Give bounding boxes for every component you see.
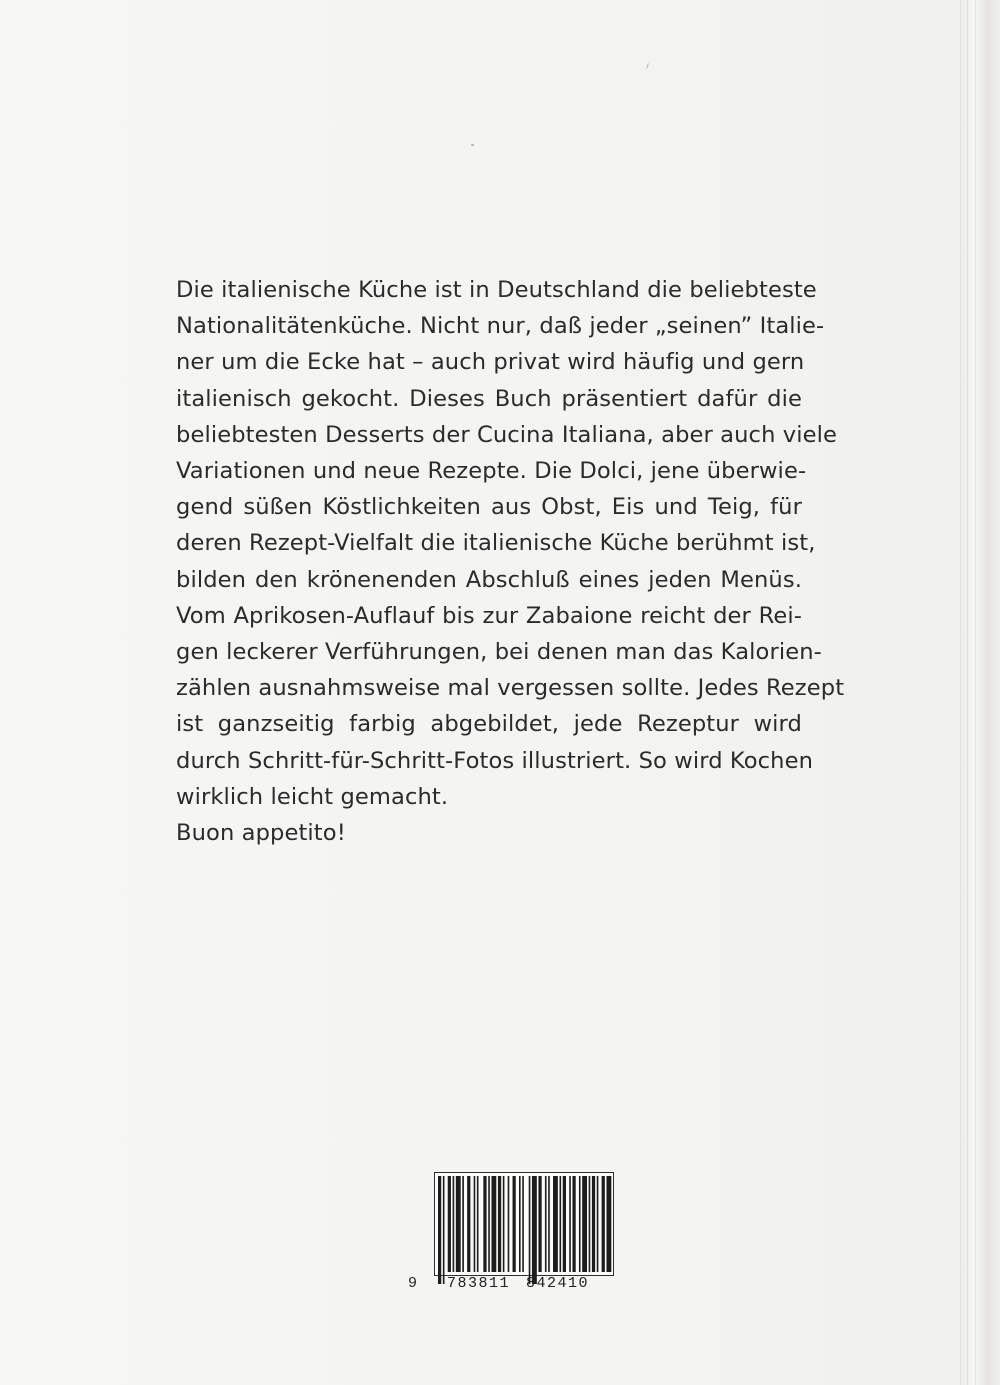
barcode-bar xyxy=(456,1176,461,1272)
blurb-line: gend süßen Köstlichkeiten aus Obst, Eis und Teig, für xyxy=(176,494,802,521)
barcode-bar xyxy=(498,1176,501,1272)
book-spine-edge xyxy=(960,0,1000,1385)
barcode-bar xyxy=(483,1176,486,1272)
blurb-line: Die italienische Küche ist in Deutschland die beliebteste xyxy=(176,277,817,303)
barcode-bar xyxy=(548,1176,550,1272)
blurb-line: zählen ausnahmsweise mal vergessen sollte. Jedes Rezept xyxy=(176,675,845,702)
blurb-line: ist ganzseitig farbig abgebildet, jede Rezeptur wird xyxy=(176,711,802,738)
barcode-bar xyxy=(443,1176,445,1284)
barcode-first-digit: 9 xyxy=(408,1275,418,1292)
barcode-bar xyxy=(569,1176,571,1272)
barcode-left-digits: 783811 xyxy=(447,1275,511,1292)
barcode-digits xyxy=(408,1275,614,1299)
barcode-bar xyxy=(529,1176,531,1284)
blurb-line: deren Rezept-Vielfalt die italienische Küche berühmt ist, xyxy=(176,530,816,557)
barcode-bar xyxy=(532,1176,537,1284)
blurb-line: ner um die Ecke hat – auch privat wird häufig und gern xyxy=(176,349,805,376)
barcode-bar xyxy=(606,1176,611,1272)
blurb-line: gen leckerer Verführungen, bei denen man das Kalorien- xyxy=(176,639,822,666)
barcode-bar xyxy=(508,1176,510,1272)
back-cover-blurb xyxy=(176,272,845,851)
barcode-bar xyxy=(589,1176,591,1272)
blurb-line: Vom Aprikosen-Auflauf bis zur Zabaione reicht der Rei- xyxy=(176,602,802,629)
barcode-bar xyxy=(572,1176,575,1272)
blurb-line: durch Schritt-für-Schritt-Fotos illustriert. So wird Kochen xyxy=(176,747,813,774)
barcode-bar xyxy=(560,1176,562,1272)
barcode-bar xyxy=(488,1176,490,1272)
spine-fold-line xyxy=(975,0,976,1385)
barcode-bar xyxy=(513,1176,516,1272)
barcode-bar xyxy=(538,1176,541,1272)
barcode-bar xyxy=(503,1176,505,1272)
paper-speck xyxy=(471,144,474,146)
blurb-line: wirklich leicht gemacht. xyxy=(176,783,449,810)
blurb-line: Nationalitätenküche. Nicht nur, daß jeder „seinen” Italie- xyxy=(176,313,825,340)
barcode-right-digits: 842410 xyxy=(526,1275,590,1292)
barcode-bar xyxy=(582,1176,587,1272)
barcode-bar xyxy=(453,1176,455,1272)
blurb-line: bilden den krönenenden Abschluß eines jeden Menüs. xyxy=(176,566,802,593)
barcode-bar xyxy=(579,1176,581,1272)
blurb-line: beliebtesten Desserts der Cucina Italiana, aber auch viele xyxy=(176,421,837,448)
barcode-bar xyxy=(448,1176,451,1272)
blurb-line: italienisch gekocht. Dieses Buch präsentiert dafür die xyxy=(176,385,802,412)
barcode-bar xyxy=(522,1176,524,1272)
blurb-line: Variationen und neue Rezepte. Die Dolci, jene überwie- xyxy=(176,458,807,485)
spine-fold-line xyxy=(967,0,968,1385)
barcode-bar xyxy=(462,1176,464,1272)
barcode-bar xyxy=(438,1176,441,1284)
barcode-bar xyxy=(545,1176,547,1272)
paper-speck xyxy=(646,63,649,69)
barcode-bar xyxy=(519,1176,521,1272)
barcode-bar xyxy=(553,1176,558,1272)
barcode-bar xyxy=(602,1176,605,1272)
barcode-bar xyxy=(491,1176,496,1272)
barcode-bar xyxy=(563,1176,566,1272)
isbn-barcode xyxy=(408,1172,614,1306)
barcode-bar xyxy=(474,1176,476,1272)
barcode-bar xyxy=(477,1176,479,1272)
barcode-bar xyxy=(597,1176,599,1272)
barcode-bar xyxy=(592,1176,595,1272)
blurb-closing: Buon appetito! xyxy=(176,820,346,847)
barcode-bar xyxy=(467,1176,470,1272)
